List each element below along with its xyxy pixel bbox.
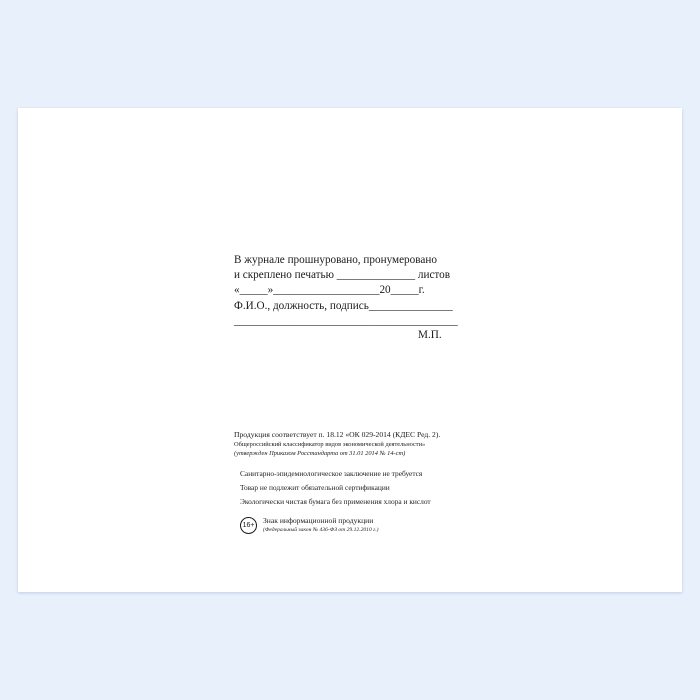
compliance-line-1: Продукция соответствует п. 18.12 «ОК 029-2014 (КДЕС Ред. 2).: [234, 430, 441, 439]
age-mark-title: Знак информационной продукции: [263, 516, 374, 526]
footer-note-3: Экологически чистая бумага без применения хлора и кислот: [240, 497, 431, 507]
compliance-line-2: Общероссийский классификатор видов экономической деятельности»: [234, 441, 426, 449]
certification-line-5: ________________________________________: [234, 314, 458, 327]
certification-line-3: «_____»___________________20_____г.: [234, 284, 425, 297]
age-mark-row: [234, 516, 564, 533]
certification-block: [234, 253, 534, 329]
age-mark-texts: [263, 516, 379, 533]
certification-line-1: В журнале прошнуровано, пронумеровано: [234, 254, 437, 266]
document-page: [18, 108, 682, 592]
age-rating-badge-icon: 16+: [240, 517, 257, 534]
seal-place-label: М.П.: [418, 329, 442, 341]
footer-note-2: Товар не подлежит обязательной сертификации: [240, 483, 390, 493]
age-mark-subtitle: (Федеральный закон № 436-ФЗ от 29.12.2010 г.): [263, 526, 379, 533]
footer-note-1: Санитарно-эпидемиологическое заключение не требуется: [240, 469, 423, 479]
certification-line-2: и скреплено печатью ______________ листов: [234, 269, 451, 282]
certification-line-4: Ф.И.О., должность, подпись_______________: [234, 299, 453, 312]
compliance-line-3: (утвержден Приказом Росстандарта от 31.01 2014 № 14-ст): [234, 450, 406, 458]
footer-spacer: [234, 458, 564, 467]
footer-block: [234, 430, 564, 534]
